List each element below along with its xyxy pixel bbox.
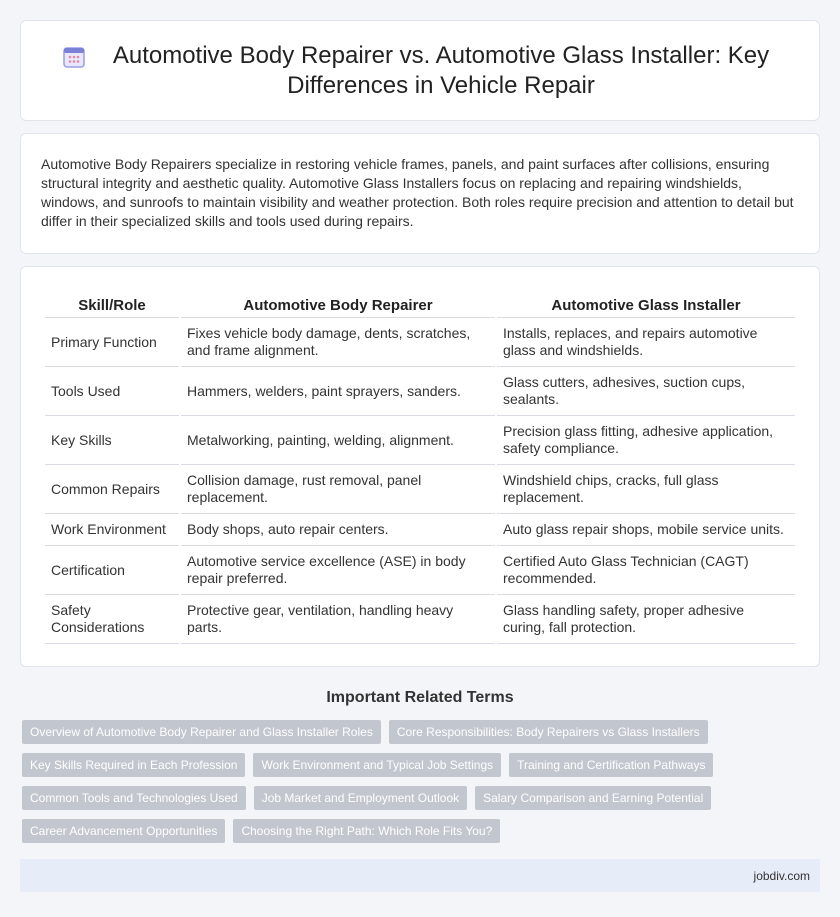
related-term-link[interactable]: Salary Comparison and Earning Potential xyxy=(475,786,711,810)
related-term-link[interactable]: Career Advancement Opportunities xyxy=(22,819,225,843)
row-label: Primary Function xyxy=(45,318,179,367)
row-label: Key Skills xyxy=(45,416,179,465)
row-label: Safety Considerations xyxy=(45,595,179,644)
intro-card xyxy=(20,133,820,254)
page-title: Automotive Body Repairer vs. Automotive Glass Installer: Key Differences in Vehicle Repair xyxy=(112,41,770,99)
related-term-link[interactable]: Core Responsibilities: Body Repairers vs Glass Installers xyxy=(389,720,708,744)
glass-installer-cell: Certified Auto Glass Technician (CAGT) recommended. xyxy=(497,546,795,595)
related-term-link[interactable]: Job Market and Employment Outlook xyxy=(254,786,467,810)
glass-installer-cell: Glass handling safety, proper adhesive curing, fall protection. xyxy=(497,595,795,644)
glass-installer-cell: Windshield chips, cracks, full glass replacement. xyxy=(497,465,795,514)
related-terms-list xyxy=(22,720,818,843)
row-label: Work Environment xyxy=(45,514,179,546)
page-header xyxy=(20,20,820,121)
row-label: Certification xyxy=(45,546,179,595)
body-repairer-cell: Metalworking, painting, welding, alignment. xyxy=(181,416,495,465)
comparison-card xyxy=(20,266,820,667)
table-row xyxy=(45,318,795,367)
comparison-table xyxy=(43,293,797,644)
body-repairer-cell: Collision damage, rust removal, panel replacement. xyxy=(181,465,495,514)
footer-site-link[interactable]: jobdiv.com xyxy=(753,868,810,883)
header-body-repairer: Automotive Body Repairer xyxy=(181,293,495,318)
related-term-link[interactable]: Choosing the Right Path: Which Role Fits You? xyxy=(233,819,500,843)
body-repairer-cell: Body shops, auto repair centers. xyxy=(181,514,495,546)
glass-installer-cell: Precision glass fitting, adhesive application, safety compliance. xyxy=(497,416,795,465)
body-repairer-cell: Fixes vehicle body damage, dents, scratches, and frame alignment. xyxy=(181,318,495,367)
related-term-link[interactable]: Work Environment and Typical Job Settings xyxy=(253,753,501,777)
table-row xyxy=(45,514,795,546)
header-skill-role: Skill/Role xyxy=(45,293,179,318)
table-row xyxy=(45,416,795,465)
glass-installer-cell: Auto glass repair shops, mobile service units. xyxy=(497,514,795,546)
intro-text: Automotive Body Repairers specialize in restoring vehicle frames, panels, and paint surfaces after collisions, ensuring structural integrity and aesthetic quality. Automotive Glass Installers focus on replacing and repairing windshields, windows, and sunroofs to maintain visibility and weather protection. Both roles require precision and attention to detail but differ in their specialized skills and tools used during repairs. xyxy=(41,156,794,229)
body-repairer-cell: Protective gear, ventilation, handling heavy parts. xyxy=(181,595,495,644)
row-label: Common Repairs xyxy=(45,465,179,514)
table-row xyxy=(45,465,795,514)
glass-installer-cell: Installs, replaces, and repairs automotive glass and windshields. xyxy=(497,318,795,367)
page-footer xyxy=(20,859,820,892)
row-label: Tools Used xyxy=(45,367,179,416)
related-term-link[interactable]: Common Tools and Technologies Used xyxy=(22,786,246,810)
calendar-icon xyxy=(61,44,87,70)
related-term-link[interactable]: Key Skills Required in Each Profession xyxy=(22,753,245,777)
related-terms-title: Important Related Terms xyxy=(326,689,514,706)
table-row xyxy=(45,595,795,644)
body-repairer-cell: Automotive service excellence (ASE) in body repair preferred. xyxy=(181,546,495,595)
related-term-link[interactable]: Overview of Automotive Body Repairer and Glass Installer Roles xyxy=(22,720,381,744)
table-row xyxy=(45,546,795,595)
body-repairer-cell: Hammers, welders, paint sprayers, sanders. xyxy=(181,367,495,416)
related-term-link[interactable]: Training and Certification Pathways xyxy=(509,753,713,777)
table-header-row xyxy=(45,293,795,318)
glass-installer-cell: Glass cutters, adhesives, suction cups, sealants. xyxy=(497,367,795,416)
table-row xyxy=(45,367,795,416)
header-glass-installer: Automotive Glass Installer xyxy=(497,293,795,318)
